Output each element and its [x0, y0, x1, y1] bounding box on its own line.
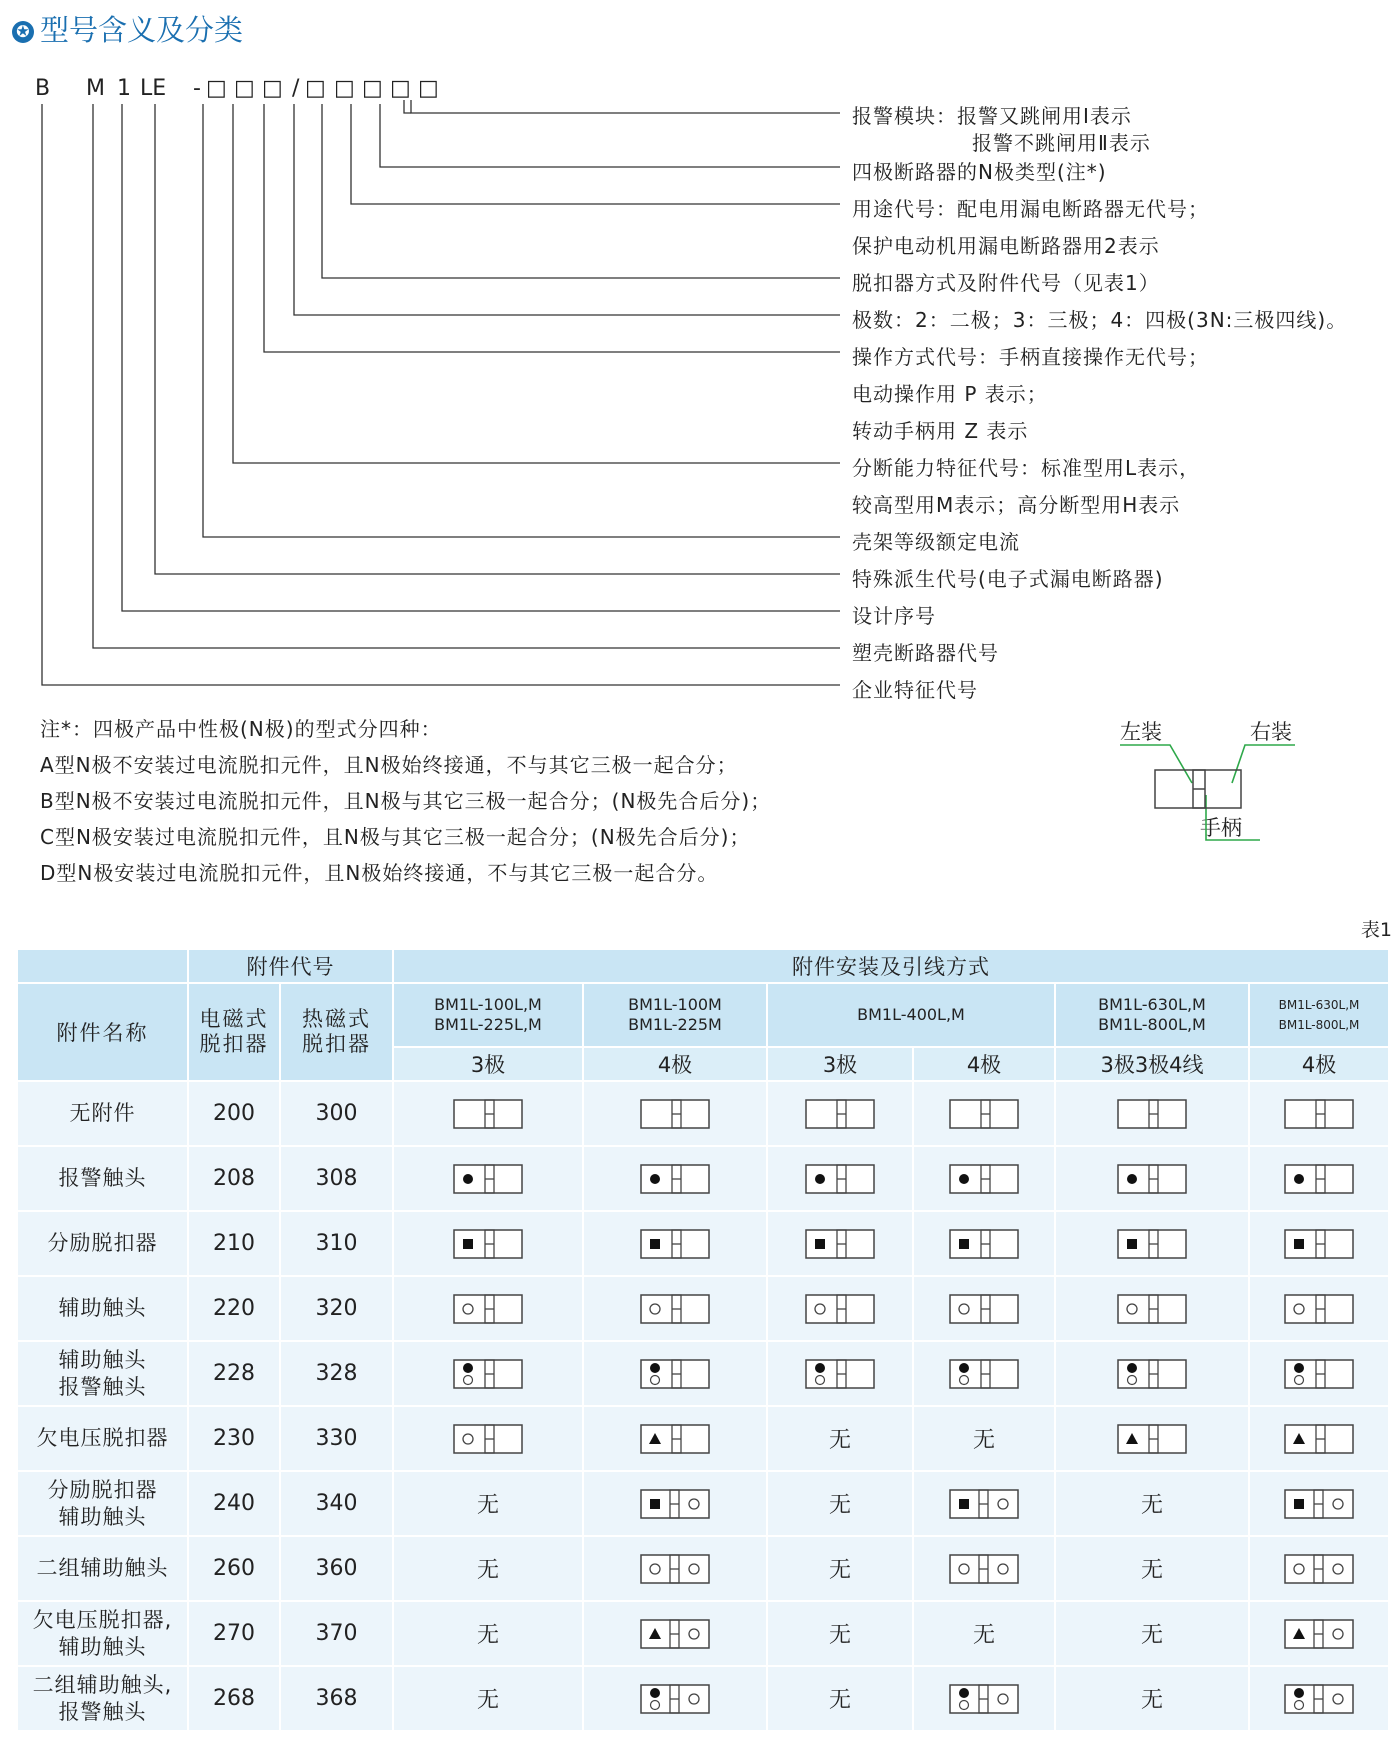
aux-contact-symbol: [1055, 1276, 1249, 1341]
shunt-release-symbol-plus-aux-contact-symbol: [1249, 1471, 1389, 1536]
accessory-name: [17, 1601, 188, 1666]
aux-alarm-contact-symbol-plus-aux-contact-symbol: [583, 1666, 767, 1731]
accessory-name-line: 无附件: [69, 1101, 136, 1125]
table-row: [17, 1536, 1389, 1601]
mounting-sketch: [1110, 735, 1310, 850]
breaker-symbol: [1117, 1099, 1187, 1129]
model-code-char: □: [234, 76, 255, 101]
model-code-diagram: [0, 60, 1400, 700]
model-header-2: [583, 983, 767, 1047]
not-available: 无: [1055, 1601, 1249, 1666]
model-code-char: /: [292, 76, 300, 101]
breaker-symbol: [805, 1294, 875, 1324]
accessory-code-header: 附件代号: [188, 949, 393, 983]
breaker-symbol: [1117, 1294, 1187, 1324]
not-available: 无: [393, 1666, 583, 1731]
install-method-header: 附件安装及引线方式: [393, 949, 1389, 983]
leader-line: [351, 104, 840, 204]
not-available: 无: [393, 1601, 583, 1666]
breaker-symbol: [453, 1229, 523, 1259]
model-code-char: □: [206, 76, 227, 101]
not-available: 无: [1055, 1666, 1249, 1731]
thermomagnetic-code: 310: [280, 1211, 393, 1276]
electromagnetic-code: 228: [188, 1341, 280, 1406]
alarm-contact-symbol: [393, 1146, 583, 1211]
model-code-char: B: [35, 76, 51, 101]
shunt-release-symbol: [767, 1211, 913, 1276]
aux-contact-symbol: [913, 1276, 1055, 1341]
model-header-line: BM1L-400L,M: [857, 1005, 965, 1024]
note-line: A型N极不安装过电流脱扣元件，且N极始终接通，不与其它三极一起合分；: [40, 753, 738, 777]
shunt-release-symbol: [393, 1211, 583, 1276]
empty-symbol: [393, 1081, 583, 1146]
not-available: 无: [1055, 1536, 1249, 1601]
undervoltage-release-symbol-plus-aux-contact-symbol: [583, 1601, 767, 1666]
breaker-symbol: [453, 1164, 523, 1194]
thermomagnetic-code: 330: [280, 1406, 393, 1471]
code-description: 设计序号: [852, 604, 936, 628]
model-code-char: □: [362, 76, 383, 101]
breaker-symbol: [949, 1489, 1019, 1519]
aux-alarm-contact-symbol-plus-aux-contact-symbol: [1249, 1666, 1389, 1731]
aux-alarm-contact-symbol: [767, 1341, 913, 1406]
aux-contact-symbol: [393, 1276, 583, 1341]
code-description: 壳架等级额定电流: [852, 530, 1020, 554]
breaker-symbol: [1284, 1359, 1354, 1389]
thermomagnetic-code: 308: [280, 1146, 393, 1211]
model-code-char: □: [334, 76, 355, 101]
alarm-contact-symbol: [1249, 1146, 1389, 1211]
thermomagnetic-header: [280, 983, 393, 1081]
model-code-char: □: [305, 76, 326, 101]
model-header-4: [1055, 983, 1249, 1047]
shunt-release-symbol: [1249, 1211, 1389, 1276]
breaker-symbol: [949, 1359, 1019, 1389]
thermomagnetic-code: 320: [280, 1276, 393, 1341]
breaker-symbol: [1284, 1684, 1354, 1714]
accessory-name-line: 辅助触头: [58, 1347, 147, 1372]
leader-line: [42, 104, 840, 685]
accessory-name-line: 辅助触头: [58, 1504, 147, 1529]
left-mount-label: 左装: [1120, 720, 1162, 744]
electromagnetic-code: 270: [188, 1601, 280, 1666]
code-description: 较高型用M表示；高分断型用H表示: [852, 493, 1181, 517]
pole-header: 3极: [767, 1047, 913, 1081]
not-available: 无: [393, 1536, 583, 1601]
table-row: [17, 1211, 1389, 1276]
thermomagnetic-code: 368: [280, 1666, 393, 1731]
aux-alarm-contact-symbol: [393, 1341, 583, 1406]
leader-line: [294, 104, 840, 315]
alarm-contact-symbol: [1055, 1146, 1249, 1211]
note-line: 注*：四极产品中性极(N极)的型式分四种：: [40, 717, 442, 741]
table-row: [17, 1341, 1389, 1406]
not-available: 无: [767, 1601, 913, 1666]
undervoltage-release-symbol: [1249, 1406, 1389, 1471]
aux-alarm-contact-symbol: [1055, 1341, 1249, 1406]
pole-header: 4极: [913, 1047, 1055, 1081]
undervoltage-release-symbol: [583, 1406, 767, 1471]
electromagnetic-code: 230: [188, 1406, 280, 1471]
empty-symbol: [767, 1081, 913, 1146]
accessory-table: [16, 948, 1390, 1732]
note-line: C型N极安装过电流脱扣元件，且N极与其它三极一起合分；(N极先合后分)；: [40, 825, 751, 849]
shunt-release-symbol-plus-aux-contact-symbol: [913, 1471, 1055, 1536]
leader-line: [404, 100, 411, 113]
code-description: 极数：2：二极；3：三极；4：四极(3N:三极四线)。: [852, 308, 1348, 332]
leader-line: [203, 104, 840, 537]
table-header-row-2: [17, 983, 1389, 1047]
breaker-symbol: [1284, 1294, 1354, 1324]
aux-contact-symbol-plus-aux-contact-symbol: [583, 1536, 767, 1601]
electromagnetic-header: [188, 983, 280, 1081]
model-header-line: BM1L-630L,M: [1278, 998, 1360, 1012]
code-description: 用途代号：配电用漏电断路器无代号；: [852, 197, 1209, 221]
table-row: [17, 1406, 1389, 1471]
model-code-char: LE: [140, 76, 167, 101]
undervoltage-release-symbol: [1055, 1406, 1249, 1471]
accessory-name-line: 分励脱扣器: [47, 1231, 158, 1255]
model-code-char: -: [193, 76, 201, 101]
model-header-line: BM1L-100M: [628, 995, 722, 1014]
accessory-name-line: 报警触头: [58, 1699, 147, 1724]
electromagnetic-code: 220: [188, 1276, 280, 1341]
note-line: B型N极不安装过电流脱扣元件，且N极与其它三极一起合分；(N极先合后分)；: [40, 789, 772, 813]
breaker-symbol: [1284, 1554, 1354, 1584]
breaker-symbol: [640, 1164, 710, 1194]
breaker-symbol: [640, 1619, 710, 1649]
not-available: 无: [1055, 1471, 1249, 1536]
accessory-name-line: 二组辅助触头,: [32, 1672, 173, 1697]
empty-symbol: [913, 1081, 1055, 1146]
thermomagnetic-code: 300: [280, 1081, 393, 1146]
model-code-char: □: [418, 76, 439, 101]
model-header-3: [767, 983, 1055, 1047]
right-mount-label: 右装: [1250, 720, 1292, 744]
model-code-char: M: [86, 76, 105, 101]
pole-header: 4极: [583, 1047, 767, 1081]
accessory-name: [17, 1276, 188, 1341]
not-available: 无: [393, 1471, 583, 1536]
breaker-symbol: [1284, 1229, 1354, 1259]
thermomagnetic-header-text: 热磁式脱扣器: [302, 1007, 371, 1056]
breaker-symbol: [640, 1229, 710, 1259]
electromagnetic-code: 268: [188, 1666, 280, 1731]
accessory-name: [17, 1081, 188, 1146]
not-available: 无: [913, 1601, 1055, 1666]
model-header-line: BM1L-225M: [628, 1015, 722, 1034]
aux-alarm-contact-symbol: [1249, 1341, 1389, 1406]
code-description: 脱扣器方式及附件代号（见表1）: [852, 271, 1160, 295]
table-row: [17, 1276, 1389, 1341]
accessory-name-line: 报警触头: [58, 1374, 147, 1399]
section-title-text: 型号含义及分类: [40, 13, 244, 47]
section-title: [12, 8, 243, 49]
leader-line: [233, 104, 840, 463]
breaker-symbol: [805, 1359, 875, 1389]
code-description: 报警模块：报警又跳闸用Ⅰ表示: [852, 104, 1132, 128]
accessory-name-header: 附件名称: [17, 983, 188, 1081]
accessory-name: [17, 1146, 188, 1211]
table-row: [17, 1081, 1389, 1146]
aux-contact-symbol-plus-aux-contact-symbol: [1249, 1536, 1389, 1601]
empty-symbol: [583, 1081, 767, 1146]
breaker-symbol: [640, 1684, 710, 1714]
shunt-release-symbol: [913, 1211, 1055, 1276]
breaker-symbol: [1117, 1359, 1187, 1389]
alarm-contact-symbol: [913, 1146, 1055, 1211]
note-line: D型N极安装过电流脱扣元件，且N极始终接通，不与其它三极一起合分。: [40, 861, 719, 885]
aux-contact-symbol: [1249, 1276, 1389, 1341]
accessory-name: [17, 1471, 188, 1536]
not-available: 无: [767, 1471, 913, 1536]
breaker-symbol: [1117, 1164, 1187, 1194]
pole-header: 3极3极4线: [1055, 1047, 1249, 1081]
accessory-name-line: 欠电压脱扣器,: [32, 1607, 173, 1632]
breaker-symbol: [453, 1424, 523, 1454]
breaker-symbol: [640, 1359, 710, 1389]
model-code-char: 1: [117, 76, 131, 101]
accessory-name: [17, 1536, 188, 1601]
electromagnetic-code: 208: [188, 1146, 280, 1211]
code-description: 电动操作用 P 表示；: [852, 382, 1048, 406]
not-available: 无: [767, 1406, 913, 1471]
breaker-symbol: [453, 1099, 523, 1129]
breaker-symbol: [640, 1489, 710, 1519]
breaker-symbol: [949, 1684, 1019, 1714]
leader-line: [155, 104, 840, 574]
accessory-name: [17, 1406, 188, 1471]
undervoltage-release-symbol-plus-aux-contact-symbol: [1249, 1601, 1389, 1666]
empty-symbol: [1055, 1081, 1249, 1146]
code-description: 塑壳断路器代号: [852, 641, 999, 665]
not-available: 无: [767, 1666, 913, 1731]
accessory-name: [17, 1341, 188, 1406]
code-description: 保护电动机用漏电断路器用2表示: [852, 234, 1160, 258]
empty-symbol: [1249, 1081, 1389, 1146]
pole-header: 3极: [393, 1047, 583, 1081]
thermomagnetic-code: 340: [280, 1471, 393, 1536]
not-available: 无: [767, 1536, 913, 1601]
model-header-line: BM1L-800L,M: [1098, 1015, 1206, 1034]
breaker-symbol: [949, 1099, 1019, 1129]
model-header-line: BM1L-100L,M: [434, 995, 542, 1014]
electromagnetic-code: 260: [188, 1536, 280, 1601]
table-number: 表1: [1360, 919, 1392, 941]
leader-line: [93, 104, 840, 648]
accessory-name-line: 辅助触头: [58, 1296, 147, 1320]
model-code-char: □: [262, 76, 283, 101]
code-description: 操作方式代号：手柄直接操作无代号；: [852, 345, 1209, 369]
shunt-release-symbol: [583, 1211, 767, 1276]
breaker-symbol: [1284, 1164, 1354, 1194]
aux-contact-symbol: [583, 1276, 767, 1341]
accessory-name-line: 辅助触头: [58, 1634, 147, 1659]
breaker-symbol: [640, 1424, 710, 1454]
accessory-name-line: 报警触头: [58, 1166, 147, 1190]
thermomagnetic-code: 328: [280, 1341, 393, 1406]
aux-contact-symbol-plus-aux-contact-symbol: [913, 1536, 1055, 1601]
model-header-5: [1249, 983, 1389, 1047]
breaker-symbol: [805, 1229, 875, 1259]
breaker-symbol: [949, 1554, 1019, 1584]
alarm-contact-symbol: [583, 1146, 767, 1211]
handle-label: 手柄: [1200, 816, 1242, 840]
breaker-symbol: [1284, 1424, 1354, 1454]
code-description: 特殊派生代号(电子式漏电断路器): [852, 567, 1164, 591]
code-description: 企业特征代号: [852, 678, 978, 702]
aux-contact-symbol: [393, 1406, 583, 1471]
table-header-row-1: [17, 949, 1389, 983]
accessory-name-line: 分励脱扣器: [47, 1477, 158, 1502]
accessory-name-line: 二组辅助触头: [36, 1556, 169, 1580]
star-icon: ✪: [12, 21, 34, 43]
breaker-symbol: [1117, 1229, 1187, 1259]
electromagnetic-code: 210: [188, 1211, 280, 1276]
breaker-symbol: [1117, 1424, 1187, 1454]
breaker-symbol: [949, 1294, 1019, 1324]
leader-line: [322, 104, 840, 278]
breaker-symbol: [453, 1294, 523, 1324]
aux-contact-symbol: [767, 1276, 913, 1341]
breaker-symbol: [640, 1294, 710, 1324]
code-description: 报警不跳闸用Ⅱ表示: [972, 131, 1151, 155]
shunt-release-symbol-plus-aux-contact-symbol: [583, 1471, 767, 1536]
model-header-1: [393, 983, 583, 1047]
model-header-line: BM1L-630L,M: [1098, 995, 1206, 1014]
pole-header: 4极: [1249, 1047, 1389, 1081]
accessory-name-line: 欠电压脱扣器: [36, 1426, 169, 1450]
breaker-symbol: [640, 1554, 710, 1584]
alarm-contact-symbol: [767, 1146, 913, 1211]
breaker-symbol: [949, 1229, 1019, 1259]
aux-alarm-contact-symbol: [583, 1341, 767, 1406]
model-header-line: BM1L-225L,M: [434, 1015, 542, 1034]
aux-alarm-contact-symbol-plus-aux-contact-symbol: [913, 1666, 1055, 1731]
breaker-symbol: [1284, 1099, 1354, 1129]
breaker-symbol: [453, 1359, 523, 1389]
shunt-release-symbol: [1055, 1211, 1249, 1276]
thermomagnetic-code: 360: [280, 1536, 393, 1601]
model-code-char: □: [390, 76, 411, 101]
breaker-symbol: [640, 1099, 710, 1129]
electromagnetic-code: 200: [188, 1081, 280, 1146]
leader-line: [411, 100, 840, 113]
code-description: 分断能力特征代号：标准型用L表示，: [852, 456, 1201, 480]
electromagnetic-code: 240: [188, 1471, 280, 1536]
breaker-symbol: [805, 1164, 875, 1194]
accessory-name: [17, 1211, 188, 1276]
table-row: [17, 1601, 1389, 1666]
breaker-symbol: [1284, 1489, 1354, 1519]
aux-alarm-contact-symbol: [913, 1341, 1055, 1406]
not-available: 无: [913, 1406, 1055, 1471]
table-row: [17, 1666, 1389, 1731]
table-row: [17, 1146, 1389, 1211]
thermomagnetic-code: 370: [280, 1601, 393, 1666]
model-header-line: BM1L-800L,M: [1278, 1018, 1360, 1032]
electromagnetic-header-text: 电磁式脱扣器: [199, 1007, 269, 1056]
accessory-name: [17, 1666, 188, 1731]
code-description: 四极断路器的N极类型(注*): [852, 160, 1107, 184]
breaker-symbol: [805, 1099, 875, 1129]
code-description: 转动手柄用 Z 表示: [852, 419, 1029, 443]
breaker-symbol: [949, 1164, 1019, 1194]
leader-line: [122, 104, 840, 611]
breaker-symbol: [1284, 1619, 1354, 1649]
table-row: [17, 1471, 1389, 1536]
